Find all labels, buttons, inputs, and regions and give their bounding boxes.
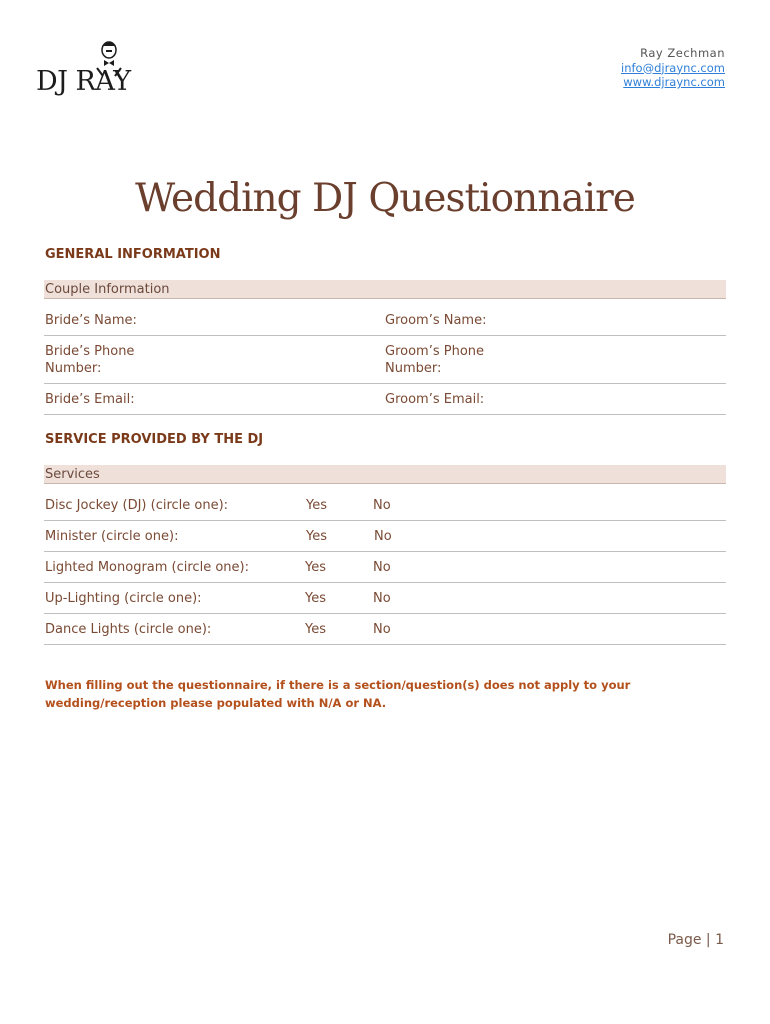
contact-block: [621, 46, 725, 90]
yes-option[interactable]: Yes: [305, 560, 326, 575]
yes-option[interactable]: Yes: [305, 591, 326, 606]
dj-ray-logo: [33, 38, 151, 102]
brides-email-label: Bride’s Email:: [45, 392, 135, 407]
form-row: [44, 384, 726, 415]
page-number: Page | 1: [667, 932, 724, 948]
grooms-name-label: Groom’s Name:: [385, 313, 487, 328]
form-row: [44, 336, 726, 384]
website-link[interactable]: www.djraync.com: [623, 75, 725, 89]
no-option[interactable]: No: [373, 560, 391, 575]
yes-option[interactable]: Yes: [306, 498, 327, 513]
general-information-heading: GENERAL INFORMATION: [45, 247, 221, 262]
no-option[interactable]: No: [374, 529, 392, 544]
services-heading: SERVICE PROVIDED BY THE DJ: [45, 432, 264, 447]
service-row: [44, 614, 726, 645]
service-row: [44, 552, 726, 583]
service-label: Disc Jockey (DJ) (circle one):: [45, 498, 229, 513]
brides-name-label: Bride’s Name:: [45, 313, 137, 328]
form-row: [44, 305, 726, 336]
service-row: [44, 583, 726, 614]
brides-phone-label: Bride’s Phone Number:: [45, 344, 135, 376]
service-label: Up-Lighting (circle one):: [45, 591, 202, 606]
service-label: Dance Lights (circle one):: [45, 622, 212, 637]
contact-name: Ray Zechman: [640, 46, 725, 60]
email-link[interactable]: info@djraync.com: [621, 60, 725, 75]
page-title: Wedding DJ Questionnaire: [135, 176, 635, 221]
service-label: Lighted Monogram (circle one):: [45, 560, 249, 575]
logo-text: DJ RAY: [36, 66, 131, 97]
yes-option[interactable]: Yes: [305, 622, 326, 637]
instruction-note: When filling out the questionnaire, if there is a section/question(s) does not apply to your wedding/reception please populated with N/A or NA.: [45, 678, 631, 710]
service-row: [44, 521, 726, 552]
yes-option[interactable]: Yes: [306, 529, 327, 544]
services-band: Services: [44, 465, 726, 484]
no-option[interactable]: No: [373, 498, 391, 513]
no-option[interactable]: No: [373, 591, 391, 606]
grooms-email-label: Groom’s Email:: [385, 392, 485, 407]
service-label: Minister (circle one):: [45, 529, 179, 544]
service-row: [44, 490, 726, 521]
couple-information-band: Couple Information: [44, 280, 726, 299]
grooms-phone-label: Groom’s Phone Number:: [385, 344, 485, 376]
no-option[interactable]: No: [373, 622, 391, 637]
